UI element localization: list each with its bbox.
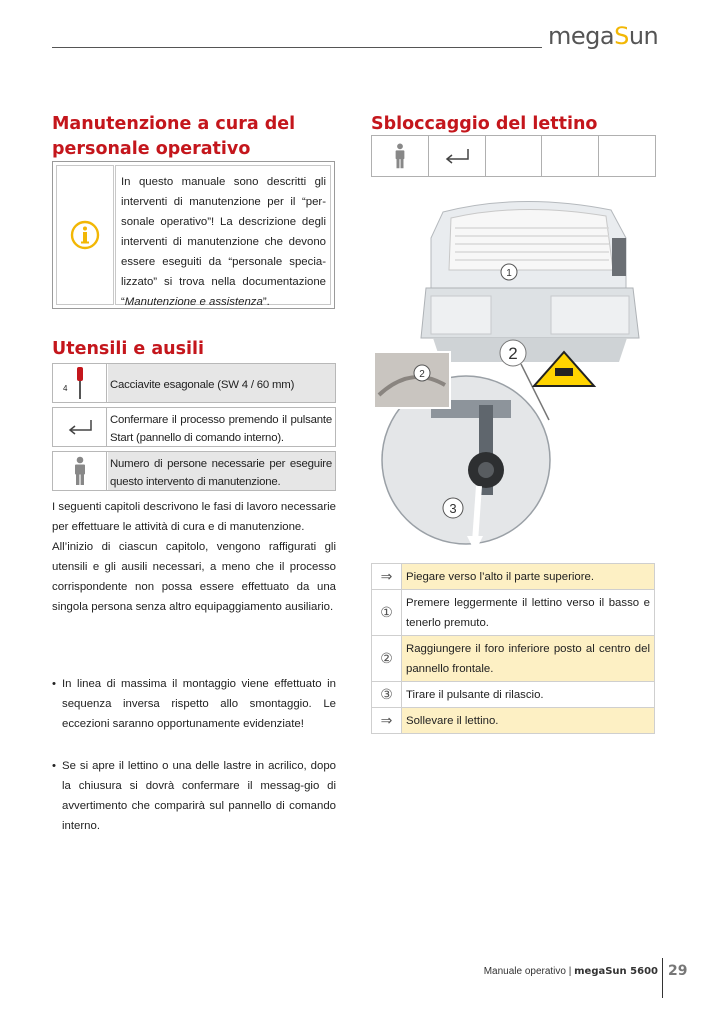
step-row: ⇒ Sollevare il lettino. (371, 708, 655, 734)
heading-tools: Utensili e ausili (52, 339, 205, 359)
sunbed-illustration (371, 190, 661, 558)
step-row: ⇒ Piegare verso l’alto il parte superiore. (371, 563, 655, 590)
header-rule (52, 47, 542, 48)
tool-row-persons (52, 451, 336, 491)
tool-text-start: Confermare il processo premendo il pulsante Start (pannello di comando interno). (110, 414, 332, 444)
bullet-item: • In linea di massima il montaggio viene effettuato in sequenza inversa rispetto allo smontaggio. Le eccezioni saranno opportunamente evidenziate! (52, 678, 336, 730)
enter-key-icon (443, 147, 471, 165)
person-icon (393, 141, 407, 171)
heading-unlock: Sbloccaggio del lettino (371, 114, 598, 134)
info-icon (70, 220, 100, 250)
callout-label: 1 (506, 268, 512, 279)
intro-text (52, 497, 336, 617)
footer-manual: Manuale operativo | megaSun 5600 (483, 966, 658, 977)
screwdriver-size: 4 (63, 384, 68, 393)
screwdriver-icon (72, 365, 88, 401)
info-text: In questo manuale sono descritti gli interventi di manutenzione per il “per-sonale operativo”! La descrizione degli interventi di manutenzione che devono essere eseguiti da “personale specia-lizzato” si trova nella documentazione “Manutenzione e assistenza”. (115, 165, 331, 305)
person-icon (72, 456, 88, 486)
arrow-icon: ⇒ (372, 564, 402, 589)
tool-text-screwdriver: Cacciavite esagonale (SW 4 / 60 mm) (108, 364, 335, 402)
tool-row-start (52, 407, 336, 447)
tool-text-persons: Numero di persone necessarie per eseguire questo intervento di manutenzione. (108, 452, 335, 490)
info-icon-cell (56, 165, 114, 305)
step-1-icon: ① (372, 590, 402, 635)
page-number: 29 (668, 963, 688, 979)
callout-label: 3 (449, 501, 457, 516)
step-3-icon: ③ (372, 682, 402, 707)
heading-maintenance: Manutenzione a cura del personale operativo (52, 114, 296, 159)
enter-key-icon (66, 418, 94, 436)
tool-row-screwdriver (52, 363, 336, 403)
footer-divider (662, 958, 663, 998)
step-row: ③ Tirare il pulsante di rilascio. (371, 682, 655, 708)
callout-label: 2 (508, 344, 518, 363)
symbol-table (371, 135, 656, 177)
arrow-icon: ⇒ (372, 708, 402, 733)
tools-table (52, 363, 336, 495)
step-2-icon: ② (372, 636, 402, 681)
step-row: ① Premere leggermente il lettino verso il basso e tenerlo premuto. (371, 590, 655, 636)
callout-label: 2 (419, 369, 425, 380)
brand-logo: megaSun (548, 22, 659, 50)
paragraph: I seguenti capitoli descrivono le fasi di lavoro necessarie per effettuare le attività di cura e di manutenzione. (52, 501, 336, 533)
paragraph: All’inizio di ciascun capitolo, vengono raffigurati gli utensili e gli ausili necessari, a meno che il processo corrispondente non possa essere effettuato da una singola persona senza altro equipaggiamento ausiliario. (52, 541, 336, 613)
info-box (52, 161, 335, 309)
bullet-item: • Se si apre il lettino o una delle lastre in acrilico, dopo la chiusura si dovrà confermare il messag-gio di avvertimento che comparirà sul pannello di comando interno. (52, 760, 336, 832)
steps-table (371, 563, 655, 734)
step-row: ② Raggiungere il foro inferiore posto al centro del pannello frontale. (371, 636, 655, 682)
